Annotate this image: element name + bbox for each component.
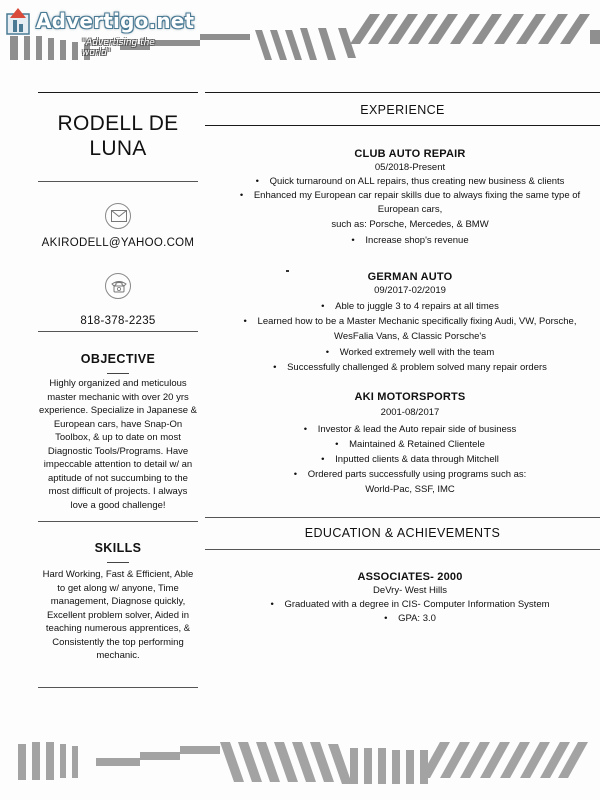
list-item: • Able to juggle 3 to 4 repairs at all times xyxy=(321,301,499,312)
skills-line: Hard Working, Fast & Efficient, Able xyxy=(42,569,194,580)
objective-line: European cars, have Snap-On xyxy=(53,418,183,430)
skills-line: Consistently the top performing xyxy=(52,636,184,648)
list-item-continuation: WesFalia Vans, & Classic Porsche's xyxy=(334,331,486,342)
left-top-rule xyxy=(38,92,198,93)
objective-line: experience. Specialize in Japanese & xyxy=(39,405,197,416)
list-item-continuation: World-Pac, SSF, IMC xyxy=(365,484,455,495)
job-title: CLUB AUTO REPAIR xyxy=(354,148,466,160)
watermark-tagline: "Advertising the world" xyxy=(82,38,155,58)
education-heading-rule xyxy=(205,549,600,550)
list-item: • Maintained & Retained Clientele xyxy=(335,439,485,450)
list-item-continuation: European cars, xyxy=(377,204,443,215)
objective-heading: OBJECTIVE xyxy=(80,352,156,366)
list-item: • Increase shop's revenue xyxy=(351,235,469,246)
watermark-site-name: Advertigo.net xyxy=(36,9,195,33)
list-item: • Enhanced my European car repair skills due to always fixing the same type of xyxy=(239,190,581,201)
list-item: • Worked extremely well with the team xyxy=(325,347,495,358)
list-item: • Quick turnaround on ALL repairs, thus creating new business & clients xyxy=(255,176,565,187)
phone-text: 818-378-2235 xyxy=(80,315,156,327)
objective-line: Toolbox, & up to date on most xyxy=(55,432,181,443)
name-line-1: RODELL DE xyxy=(57,112,179,135)
experience-heading-rule xyxy=(205,125,600,126)
job-dates: 09/2017-02/2019 xyxy=(374,285,446,296)
skills-heading: SKILLS xyxy=(94,541,142,555)
list-item-continuation: such as: Porsche, Mercedes, & BMW xyxy=(331,219,489,230)
job-dates: 2001-08/2017 xyxy=(380,407,440,418)
candidate-name xyxy=(40,111,196,161)
objective-line: master mechanic with over 20 yrs xyxy=(47,391,189,403)
telephone-icon xyxy=(105,273,131,299)
objective-underline xyxy=(107,373,129,374)
envelope-icon xyxy=(105,203,131,229)
name-divider xyxy=(38,181,198,182)
right-top-rule xyxy=(205,92,600,93)
job-club-auto-repair xyxy=(220,147,600,248)
objective-line: love a good challenge! xyxy=(70,499,166,511)
job-german-auto xyxy=(220,270,600,375)
skills-line: to get along w/ anyone, Time xyxy=(57,582,179,594)
bottom-stripe-band xyxy=(0,728,600,800)
skills-line: management, Diagnose quickly, xyxy=(50,596,186,607)
objective-line: aptitude of not succumbing to the xyxy=(48,472,188,484)
job-aki-motorsports xyxy=(220,390,600,497)
objective-line: Diagnostic Tools/Programs. Have xyxy=(47,445,189,457)
skills-line: teaching numerous apprentices, & xyxy=(45,623,191,634)
experience-heading: EXPERIENCE xyxy=(360,103,445,117)
list-item: • Investor & lead the Auto repair side of business xyxy=(303,424,517,435)
objective-divider xyxy=(38,521,198,522)
education-heading: EDUCATION & ACHIEVEMENTS xyxy=(304,526,501,540)
email-text: AKIRODELL@YAHOO.COM xyxy=(41,237,195,249)
list-item: • Ordered parts successfully using programs such as: xyxy=(293,469,527,480)
job-title: GERMAN AUTO xyxy=(367,271,453,283)
education-entry xyxy=(220,570,600,626)
objective-text xyxy=(37,377,199,512)
skills-line: mechanic. xyxy=(96,650,140,661)
skills-underline xyxy=(107,562,129,563)
advertigo-watermark xyxy=(6,8,195,58)
contact-divider xyxy=(38,331,198,332)
objective-line: impeccable attention to detail w/ an xyxy=(43,459,193,470)
skills-line: Excellent problem solver, Aided in xyxy=(46,609,190,621)
objective-line: most difficult of projects. I always xyxy=(48,486,188,497)
list-item: • Graduated with a degree in CIS- Computer Information System xyxy=(270,599,550,610)
job-title: AKI MOTORSPORTS xyxy=(354,391,466,403)
skills-divider xyxy=(38,687,198,688)
list-item: • Learned how to be a Master Mechanic specifically fixing Audi, VW, Porsche, xyxy=(243,316,577,327)
education-top-rule xyxy=(205,517,600,518)
school-name: DeVry- West Hills xyxy=(373,585,447,596)
objective-line: Highly organized and meticulous xyxy=(49,378,187,389)
degree-title: ASSOCIATES- 2000 xyxy=(357,571,463,583)
advertigo-logo-icon xyxy=(6,8,32,36)
list-item: • Successfully challenged & problem solved many repair orders xyxy=(273,362,547,373)
list-item: • GPA: 3.0 xyxy=(384,613,436,624)
name-line-2: LUNA xyxy=(89,137,147,160)
list-item: • Inputted clients & data through Mitchell xyxy=(321,454,499,465)
skills-text xyxy=(37,568,199,663)
job-dates: 05/2018-Present xyxy=(374,162,446,173)
